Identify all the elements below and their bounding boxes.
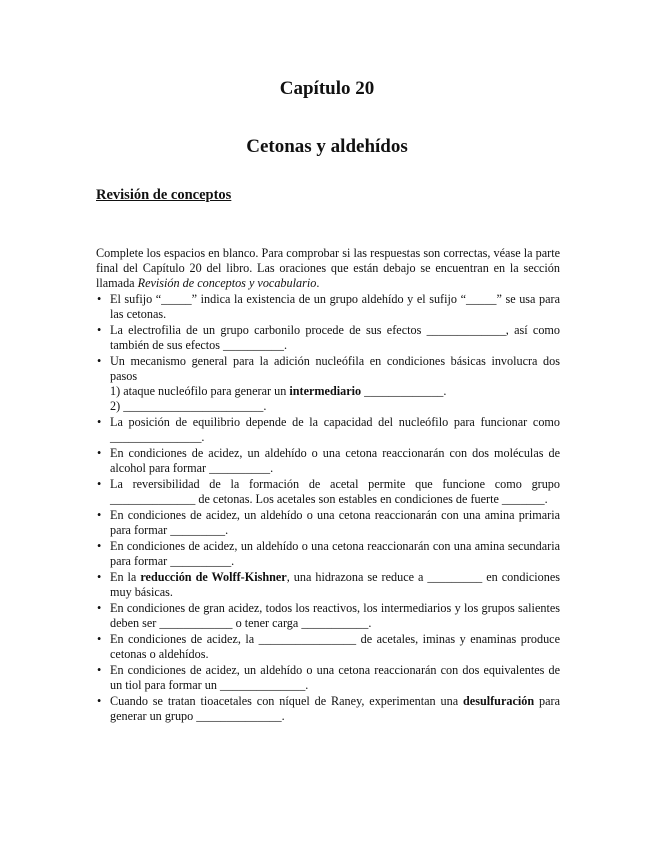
list-item-acetal bbox=[96, 446, 560, 476]
item-text: En condiciones de acidez, un aldehído o una cetona reaccionarán con dos equivalentes de un tiol para formar un ______________. bbox=[110, 663, 560, 692]
item-text: En condiciones de acidez, la ________________ de acetales, iminas y enaminas produce cetonas o aldehídos. bbox=[110, 632, 560, 661]
mechanism-step-1 bbox=[110, 384, 560, 399]
list-item-electrophilicity bbox=[96, 323, 560, 353]
item-text: La reversibilidad de la formación de acetal permite que funcione como grupo ______________ de cetonas. Los acetales son estables en condiciones de fuerte _______. bbox=[110, 477, 560, 506]
chapter-title: Cetonas y aldehídos bbox=[246, 136, 408, 157]
list-item-acetal-reversibility bbox=[96, 477, 560, 507]
item-post: para generar un grupo ______________. bbox=[110, 694, 560, 723]
item-post: , una hidrazona se reduce a _________ en condiciones muy básicas. bbox=[110, 570, 560, 599]
step1-pre: 1) ataque nucleófilo para generar un bbox=[110, 384, 290, 398]
list-item-secondary-amine bbox=[96, 539, 560, 569]
mechanism-step-2: 2) _______________________. bbox=[110, 399, 267, 413]
intro-end: . bbox=[316, 276, 320, 291]
list-item-equilibrium bbox=[96, 415, 560, 445]
item-text: La posición de equilibrio depende de la capacidad del nucleófilo para funcionar como _______________. bbox=[110, 415, 560, 444]
intro-paragraph bbox=[96, 246, 560, 291]
item-bold: reducción de Wolff-Kishner bbox=[140, 570, 287, 584]
concept-list bbox=[96, 292, 560, 725]
item-text: Un mecanismo general para la adición nucleófila en condiciones básicas involucra dos pasos bbox=[110, 354, 560, 383]
step1-bold: intermediario bbox=[289, 384, 362, 398]
intro-text: Complete los espacios en blanco. Para comprobar si las respuestas son correctas, véase la parte final del Capítulo 20 del libro. Las oraciones que están debajo se encuentran en la sección llamada bbox=[96, 246, 560, 291]
item-text: En condiciones de gran acidez, todos los reactivos, los intermediarios y los grupos salientes deben ser ____________ o tener carga ___________. bbox=[110, 601, 560, 630]
item-text: En condiciones de acidez, un aldehído o una cetona reaccionarán con dos moléculas de alcohol para formar __________. bbox=[110, 446, 560, 475]
item-text: En condiciones de acidez, un aldehído o una cetona reaccionarán con una amina secundaria para formar __________. bbox=[110, 539, 560, 568]
item-bold: desulfuración bbox=[463, 694, 535, 708]
list-item-primary-amine bbox=[96, 508, 560, 538]
intro-italic: Revisión de conceptos y vocabulario bbox=[137, 276, 317, 291]
list-item-thiol bbox=[96, 663, 560, 693]
item-text: El sufijo “_____” indica la existencia de un grupo aldehído y el sufijo “_____” se usa para las cetonas. bbox=[110, 292, 560, 321]
item-pre: En la bbox=[110, 570, 141, 584]
list-item-wolff-kishner bbox=[96, 570, 560, 600]
list-item-desulfurization bbox=[96, 694, 560, 724]
chapter-heading: Capítulo 20 bbox=[279, 78, 375, 99]
item-text: En condiciones de acidez, un aldehído o una cetona reaccionarán con una amina primaria para formar _________. bbox=[110, 508, 560, 537]
item-pre: Cuando se tratan tioacetales con níquel de Raney, experimentan una bbox=[110, 694, 464, 708]
list-item-hydrolysis bbox=[96, 632, 560, 662]
list-item-strong-acid bbox=[96, 601, 560, 631]
list-item-mechanism bbox=[96, 354, 560, 414]
item-text: La electrofilia de un grupo carbonilo procede de sus efectos _____________, así como también de sus efectos __________. bbox=[110, 323, 560, 352]
section-heading: Revisión de conceptos bbox=[96, 187, 232, 203]
list-item-suffix bbox=[96, 292, 560, 322]
step1-post: _____________. bbox=[361, 384, 447, 398]
